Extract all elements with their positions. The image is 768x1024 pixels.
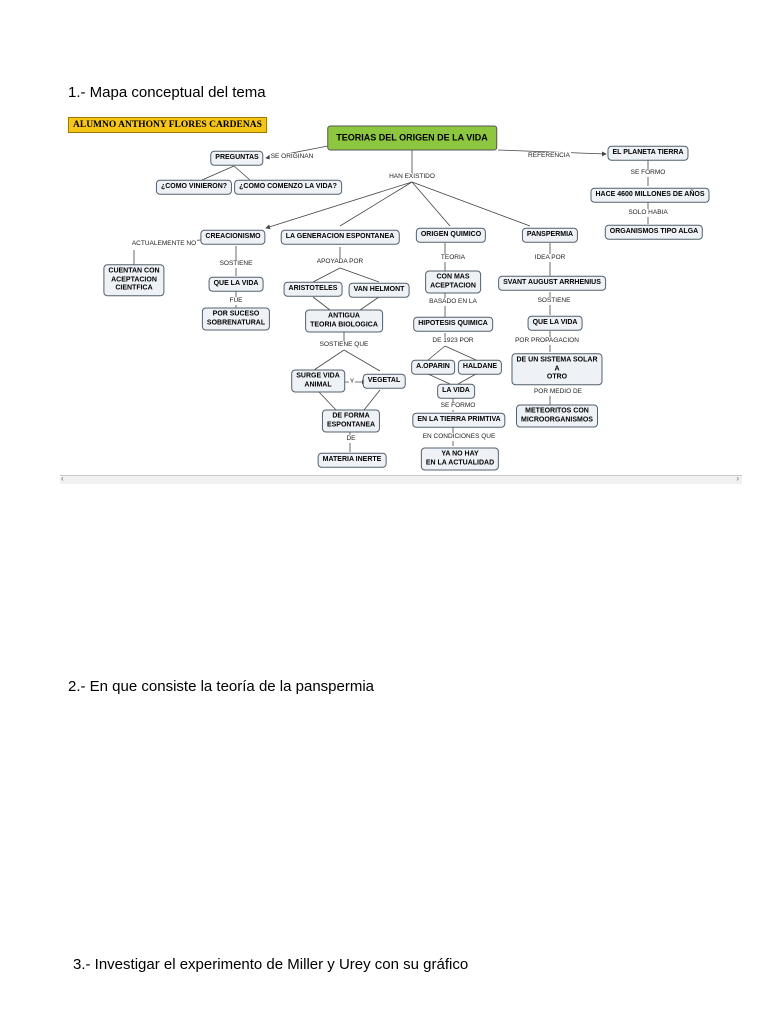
label-por-propagacion: POR PROPAGACION — [515, 337, 579, 344]
hace4600-node: HACE 4600 MILLONES DE AÑOS — [590, 188, 709, 203]
label-se-formo-1: SE FORMO — [630, 169, 666, 176]
cuentan-node: CUENTAN CON ACEPTACION CIENTFICA — [103, 264, 164, 296]
antigua-node: ANTIGUA TEORIA BIOLOGICA — [305, 310, 383, 333]
ya-no-hay-node: YA NO HAY EN LA ACTUALIDAD — [421, 448, 499, 471]
root-node: TEORIAS DEL ORIGEN DE LA VIDA — [327, 126, 497, 151]
label-de-1923: DE 1923 POR — [432, 337, 474, 344]
que-vida-c-node: QUE LA VIDA — [209, 277, 264, 292]
sistema-node: DE UN SISTEMA SOLAR A OTRO — [511, 353, 602, 385]
label-sostiene-1: SOSTIENE — [219, 260, 253, 267]
con-mas-node: CON MAS ACEPTACION — [425, 271, 481, 294]
generacion-node: LA GENERACION ESPONTANEA — [281, 230, 400, 245]
label-de: DE — [346, 435, 356, 442]
svant-node: SVANT AUGUST ARRHENIUS — [498, 276, 606, 291]
van-helmont-node: VAN HELMONT — [349, 283, 410, 298]
haldane-node: HALDANE — [458, 360, 502, 375]
organismos-node: ORGANISMOS TIPO ALGA — [605, 225, 703, 240]
aristoteles-node: ARISTOTELES — [284, 282, 343, 297]
label-sostiene-2: SOSTIENE — [537, 297, 571, 304]
la-vida-node: LA VIDA — [437, 384, 475, 399]
meteoritos-node: METEORITOS CON MICROORGANISMOS — [516, 405, 598, 428]
hipotesis-node: HIPOTESIS QUIMICA — [413, 317, 493, 332]
question-2: 2.- En que consiste la teoría de la panspermia — [68, 678, 375, 695]
label-idea-por: IDEA POR — [534, 254, 566, 261]
label-teoria: TEORIA — [440, 254, 466, 261]
label-por-medio: POR MEDIO DE — [533, 388, 583, 395]
quimico-node: ORIGEN QUIMICO — [416, 228, 486, 243]
label-en-condiciones: EN CONDICIONES QUE — [422, 433, 496, 440]
label-actualmente-no: ACTUALEMENTE NO — [131, 240, 197, 247]
label-se-originan: SE ORIGINAN — [270, 153, 314, 160]
tierra-prim-node: EN LA TIERRA PRIMTIVA — [412, 413, 505, 428]
label-se-formo-2: SE FORMO — [440, 402, 476, 409]
connector-lines — [60, 112, 742, 484]
preguntas-node: PREGUNTAS — [210, 151, 263, 166]
question-1: 1.- Mapa conceptual del tema — [68, 84, 266, 101]
label-han-existido: HAN EXISTIDO — [389, 173, 435, 180]
vegetal-node: VEGETAL — [363, 374, 406, 389]
label-solo-habia: SOLO HABIA — [628, 209, 668, 216]
question-3: 3.- Investigar el experimento de Miller y Urey con su gráfico — [73, 956, 469, 973]
como-comenzo-node: ¿COMO COMENZO LA VIDA? — [234, 180, 342, 195]
panspermia-node: PANSPERMIA — [522, 228, 578, 243]
que-vida-p-node: QUE LA VIDA — [528, 316, 583, 331]
materia-node: MATERIA INERTE — [318, 453, 387, 468]
scroll-right-icon[interactable]: › — [736, 474, 739, 483]
creacionismo-node: CREACIONISMO — [200, 230, 265, 245]
label-apoyada-por: APOYADA POR — [316, 258, 364, 265]
student-name-tag: ALUMNO ANTHONY FLORES CARDENAS — [68, 117, 267, 133]
suceso-node: POR SUCESO SOBRENATURAL — [202, 308, 270, 331]
label-sostiene-que: SOSTIENE QUE — [319, 341, 369, 348]
planeta-node: EL PLANETA TIERRA — [607, 146, 688, 161]
horizontal-scrollbar[interactable] — [60, 475, 742, 484]
forma-node: DE FORMA ESPONTANEA — [322, 410, 380, 433]
concept-map — [60, 112, 742, 484]
label-referencia: REFERENCIA — [528, 152, 570, 159]
label-fue: FUE — [229, 297, 243, 304]
scroll-left-icon[interactable]: ‹ — [61, 474, 64, 483]
label-y: Y — [349, 378, 355, 385]
como-vinieron-node: ¿COMO VINIERON? — [156, 180, 232, 195]
oparin-node: A.OPARIN — [411, 360, 455, 375]
surge-node: SURGE VIDA ANIMAL — [291, 370, 345, 393]
label-basado: BASADO EN LA — [429, 298, 477, 305]
